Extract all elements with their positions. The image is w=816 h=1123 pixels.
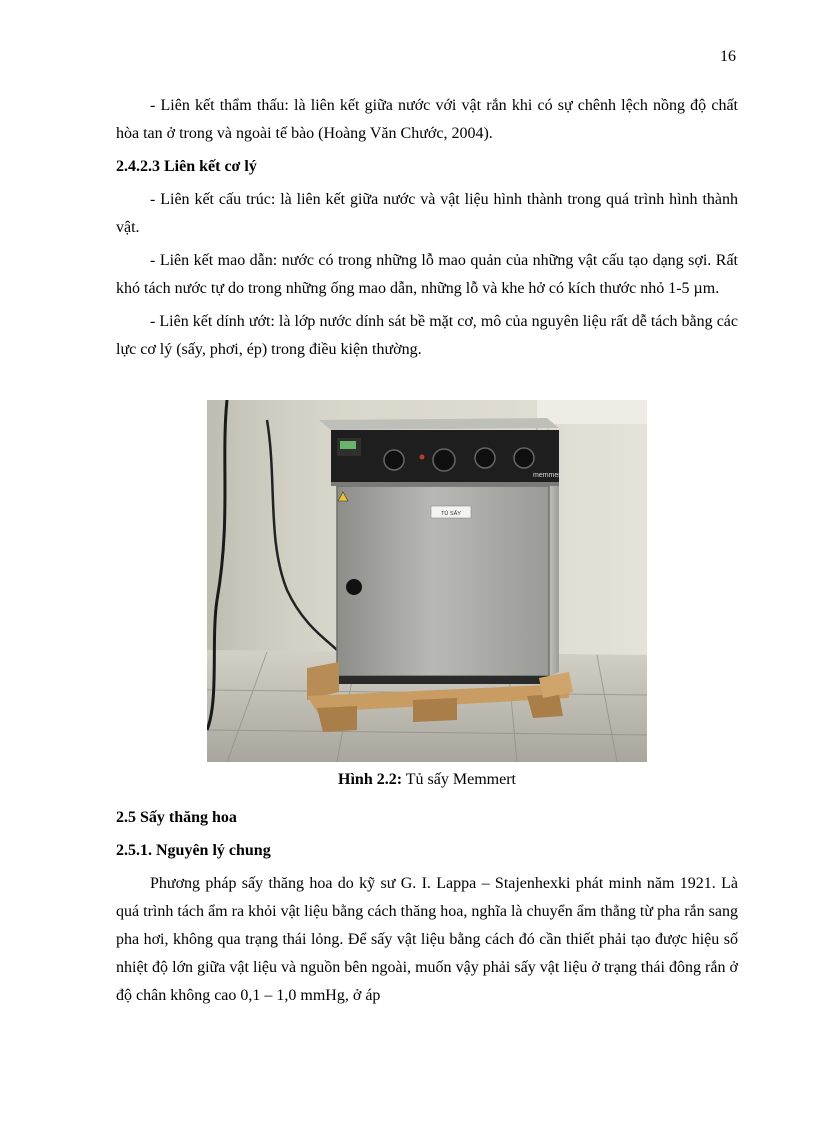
oven-photo — [207, 400, 647, 762]
heading-general-principle: 2.5.1. Nguyên lý chung — [116, 842, 271, 859]
figure-caption-text: Tủ sấy Memmert — [405, 771, 516, 788]
paragraph-capillary-bond: - Liên kết mao dẫn: nước có trong những lỗ mao quản của những vật cấu tạo dạng sợi. Rất khó tách nước tự do trong những ống mao dẫn, những lỗ và khe hở có kích thước nhỏ 1-5 µm. — [116, 252, 738, 297]
figure-caption — [116, 768, 738, 792]
paragraph-wetting-bond: - Liên kết dính ướt: là lớp nước dính sát bề mặt cơ, mô của nguyên liệu rất dễ tách bằng các lực cơ lý (sấy, phơi, ép) trong điều kiện thường. — [116, 313, 738, 358]
paragraph-osmotic-bond: - Liên kết thẩm thấu: là liên kết giữa nước với vật rắn khi có sự chênh lệch nồng độ chất hòa tan ở trong và ngoài tế bào (Hoàng Văn Chước, 2004). — [116, 97, 738, 142]
door-handle-icon — [346, 579, 362, 595]
control-knob-icon — [384, 450, 404, 470]
figure-drying-oven — [116, 400, 738, 792]
paragraph-structural-bond: - Liên kết cấu trúc: là liên kết giữa nước và vật liệu hình thành trong quá trình hình thành vật. — [116, 191, 738, 236]
figure-caption-label: Hình 2.2: — [338, 771, 403, 788]
oven-tag-label: TỦ SẤY — [441, 511, 461, 517]
oven-brand-label: memmert — [533, 472, 563, 479]
heading-freeze-drying: 2.5 Sấy thăng hoa — [116, 809, 237, 826]
document-body — [116, 92, 738, 1015]
oven-top — [319, 418, 559, 430]
heading-mechanical-bond: 2.4.2.3 Liên kết cơ lý — [116, 158, 257, 175]
control-knob-icon — [514, 448, 534, 468]
control-knob-icon — [433, 449, 455, 471]
paragraph-freeze-drying-principle: Phương pháp sấy thăng hoa do kỹ sư G. I. Lappa – Stajenhexki phát minh năm 1921. Là quá trình tách ẩm ra khỏi vật liệu bằng cách thăng hoa, nghĩa là chuyển ẩm thẳng từ pha rắn sang pha hơi, không qua trạng thái lỏng. Để sấy vật liệu bằng cách đó cần thiết phải tạo được hiệu số nhiệt độ lớn giữa vật liệu và nguồn bên ngoài, muốn vậy phải sấy vật liệu ở trạng thái đông rắn ở độ chân không cao 0,1 – 1,0 mmHg, ở áp — [116, 875, 738, 1004]
control-knob-icon — [475, 448, 495, 468]
wall-shelf — [537, 400, 647, 424]
page-number: 16 — [720, 48, 736, 65]
